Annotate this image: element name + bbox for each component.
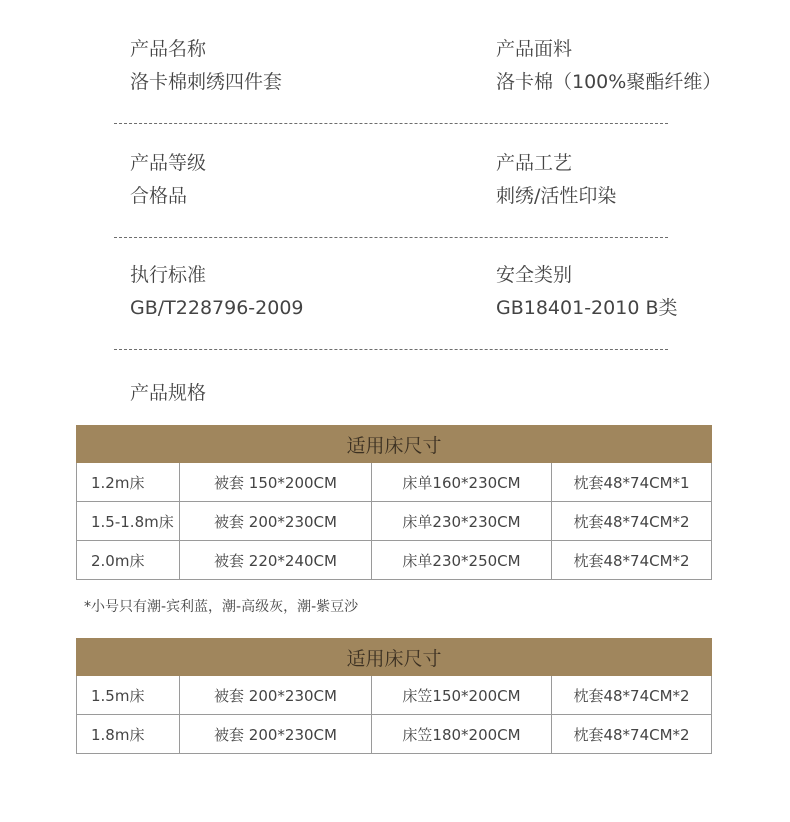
pillowcase-cell: 枕套48*74CM*2	[552, 676, 712, 715]
table-row	[77, 715, 712, 754]
dashed-divider	[114, 123, 668, 124]
table-row	[77, 463, 712, 502]
sheet-cell: 床单160*230CM	[372, 463, 552, 502]
bed-size-cell: 1.2m床	[77, 463, 180, 502]
spec-label: 产品等级	[130, 152, 207, 174]
size-table-1	[76, 425, 712, 580]
dashed-divider	[114, 237, 668, 238]
pillowcase-cell: 枕套48*74CM*2	[552, 541, 712, 580]
dashed-divider	[114, 349, 668, 350]
spec-craft	[496, 152, 616, 207]
spec-label: 安全类别	[496, 264, 573, 286]
table-row	[77, 676, 712, 715]
spec-value: 合格品	[130, 185, 188, 207]
pillowcase-cell: 枕套48*74CM*2	[552, 502, 712, 541]
spec-label: 产品工艺	[496, 152, 573, 174]
pillowcase-cell: 枕套48*74CM*2	[552, 715, 712, 754]
spec-value: GB/T228796-2009	[130, 297, 304, 319]
spec-product-name	[130, 38, 282, 93]
bed-size-cell: 1.5-1.8m床	[77, 502, 180, 541]
spec-label: 产品面料	[496, 38, 573, 60]
table-row	[77, 541, 712, 580]
spec-value: 刺绣/活性印染	[496, 185, 617, 207]
spec-safety	[496, 264, 677, 319]
bed-size-cell: 2.0m床	[77, 541, 180, 580]
spec-value: 洛卡棉（100%聚酯纤维）	[496, 71, 722, 93]
table-header: 适用床尺寸	[77, 426, 712, 463]
sheet-cell: 床单230*230CM	[372, 502, 552, 541]
spec-label: 执行标准	[130, 264, 207, 286]
spec-grade	[130, 152, 206, 207]
spec-value: GB18401-2010 B类	[496, 297, 678, 319]
spec-fabric	[496, 38, 721, 93]
duvet-cover-cell: 被套 200*230CM	[180, 502, 372, 541]
color-note: *小号只有潮-宾利蓝，潮-高级灰，潮-紫豆沙	[84, 599, 359, 615]
size-table-2	[76, 638, 712, 754]
fitted-sheet-cell: 床笠180*200CM	[372, 715, 552, 754]
section-title: 产品规格	[130, 382, 207, 404]
table-row	[77, 502, 712, 541]
duvet-cover-cell: 被套 220*240CM	[180, 541, 372, 580]
sheet-cell: 床单230*250CM	[372, 541, 552, 580]
table-header: 适用床尺寸	[77, 639, 712, 676]
bed-size-cell: 1.5m床	[77, 676, 180, 715]
duvet-cover-cell: 被套 200*230CM	[180, 676, 372, 715]
table-header-row	[77, 639, 712, 676]
table-header-row	[77, 426, 712, 463]
bed-size-cell: 1.8m床	[77, 715, 180, 754]
spec-label: 产品名称	[130, 38, 207, 60]
duvet-cover-cell: 被套 200*230CM	[180, 715, 372, 754]
duvet-cover-cell: 被套 150*200CM	[180, 463, 372, 502]
fitted-sheet-cell: 床笠150*200CM	[372, 676, 552, 715]
spec-standard	[130, 264, 304, 319]
spec-value: 洛卡棉刺绣四件套	[130, 71, 283, 93]
pillowcase-cell: 枕套48*74CM*1	[552, 463, 712, 502]
